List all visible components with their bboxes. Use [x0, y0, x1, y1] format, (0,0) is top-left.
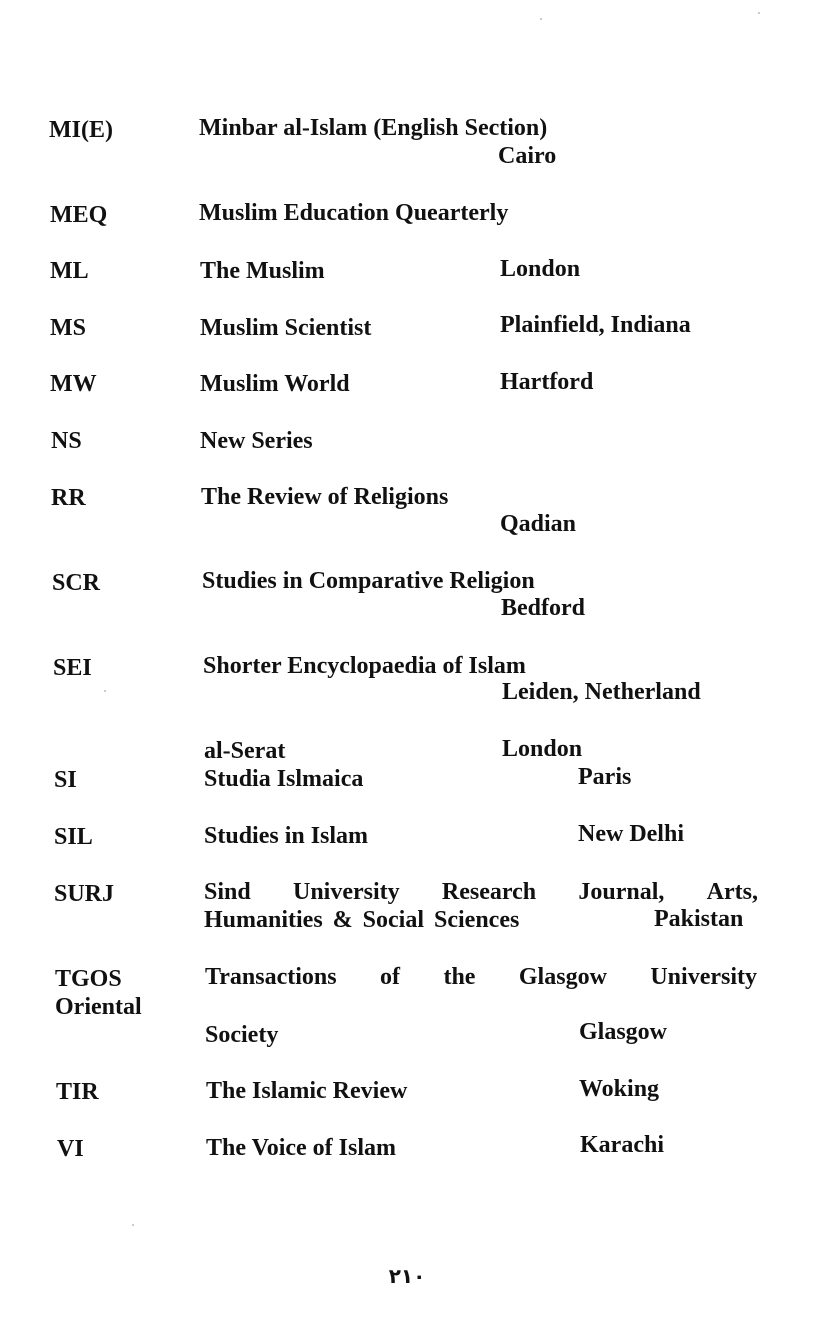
abbr-surj: SURJ: [54, 881, 115, 907]
abbr-ns: NS: [51, 428, 82, 454]
title-word: Journal,: [578, 879, 665, 905]
title-sil: Studies in Islam: [204, 823, 369, 849]
title-mie: Minbar al-Islam (English Section): [199, 115, 548, 141]
title-word: University: [650, 964, 757, 990]
abbr-ms: MS: [50, 315, 86, 341]
abbr-sei: SEI: [53, 655, 92, 681]
abbr-ml: ML: [50, 258, 89, 284]
page-number: ٢١٠: [388, 1264, 426, 1288]
title-ml: The Muslim: [200, 258, 325, 284]
abbr-tgos: TGOS: [55, 966, 122, 992]
place-ms: Plainfield, Indiana: [500, 312, 691, 338]
title-ms: Muslim Scientist: [200, 315, 372, 341]
abbr-rr: RR: [51, 485, 86, 511]
abbr-mie: MI(E): [49, 117, 113, 143]
title-word: Sind: [204, 879, 251, 905]
abbr-vi: VI: [57, 1136, 84, 1162]
title-word: of: [380, 964, 401, 990]
title-surj-line2: Humanities & Social Sciences: [204, 907, 520, 933]
title-word: Research: [441, 879, 537, 905]
place-al-serat: London: [502, 736, 583, 762]
title-rr: The Review of Religions: [201, 484, 449, 510]
place-surj: Pakistan: [654, 906, 744, 932]
title-word: Transactions: [205, 964, 337, 990]
title-meq: Muslim Education Quearterly: [199, 200, 509, 226]
scan-speck: [132, 1224, 134, 1226]
abbr-si: SI: [54, 767, 77, 793]
place-sei: Leiden, Netherland: [502, 679, 701, 705]
abbr-tir: TIR: [56, 1079, 99, 1105]
abbr-scr: SCR: [52, 570, 101, 596]
title-word: Arts,: [706, 879, 758, 905]
abbr-sil: SIL: [54, 824, 93, 850]
place-si: Paris: [578, 764, 632, 790]
place-ml: London: [500, 256, 581, 282]
scan-speck: [540, 18, 542, 20]
title-vi: The Voice of Islam: [206, 1135, 397, 1161]
title-tgos-line2: Society: [205, 1022, 279, 1048]
title-mw: Muslim World: [200, 371, 350, 397]
title-sei: Shorter Encyclopaedia of Islam: [203, 653, 526, 679]
title-word: Glasgow: [518, 964, 607, 990]
abbr-mw: MW: [50, 371, 97, 397]
title-scr: Studies in Comparative Religion: [202, 568, 535, 594]
abbr-meq: MEQ: [50, 202, 108, 228]
title-surj-line1: [204, 878, 758, 906]
place-vi: Karachi: [580, 1132, 664, 1158]
title-al-serat: al-Serat: [204, 738, 286, 764]
title-tgos-line1: [205, 963, 757, 991]
abbr-tgos-oriental: Oriental: [55, 994, 142, 1020]
place-mie: Cairo: [498, 143, 557, 169]
scan-speck: [104, 690, 106, 692]
place-sil: New Delhi: [578, 821, 684, 847]
title-si: Studia Islmaica: [204, 766, 364, 792]
place-scr: Bedford: [501, 595, 585, 621]
place-tgos: Glasgow: [579, 1019, 668, 1045]
place-mw: Hartford: [500, 369, 594, 395]
title-ns: New Series: [200, 428, 313, 454]
place-rr: Qadian: [500, 511, 577, 537]
title-tir: The Islamic Review: [206, 1078, 408, 1104]
title-word: the: [443, 964, 476, 990]
scan-speck: [758, 12, 760, 14]
place-tir: Woking: [579, 1076, 660, 1102]
title-word: University: [292, 879, 400, 905]
